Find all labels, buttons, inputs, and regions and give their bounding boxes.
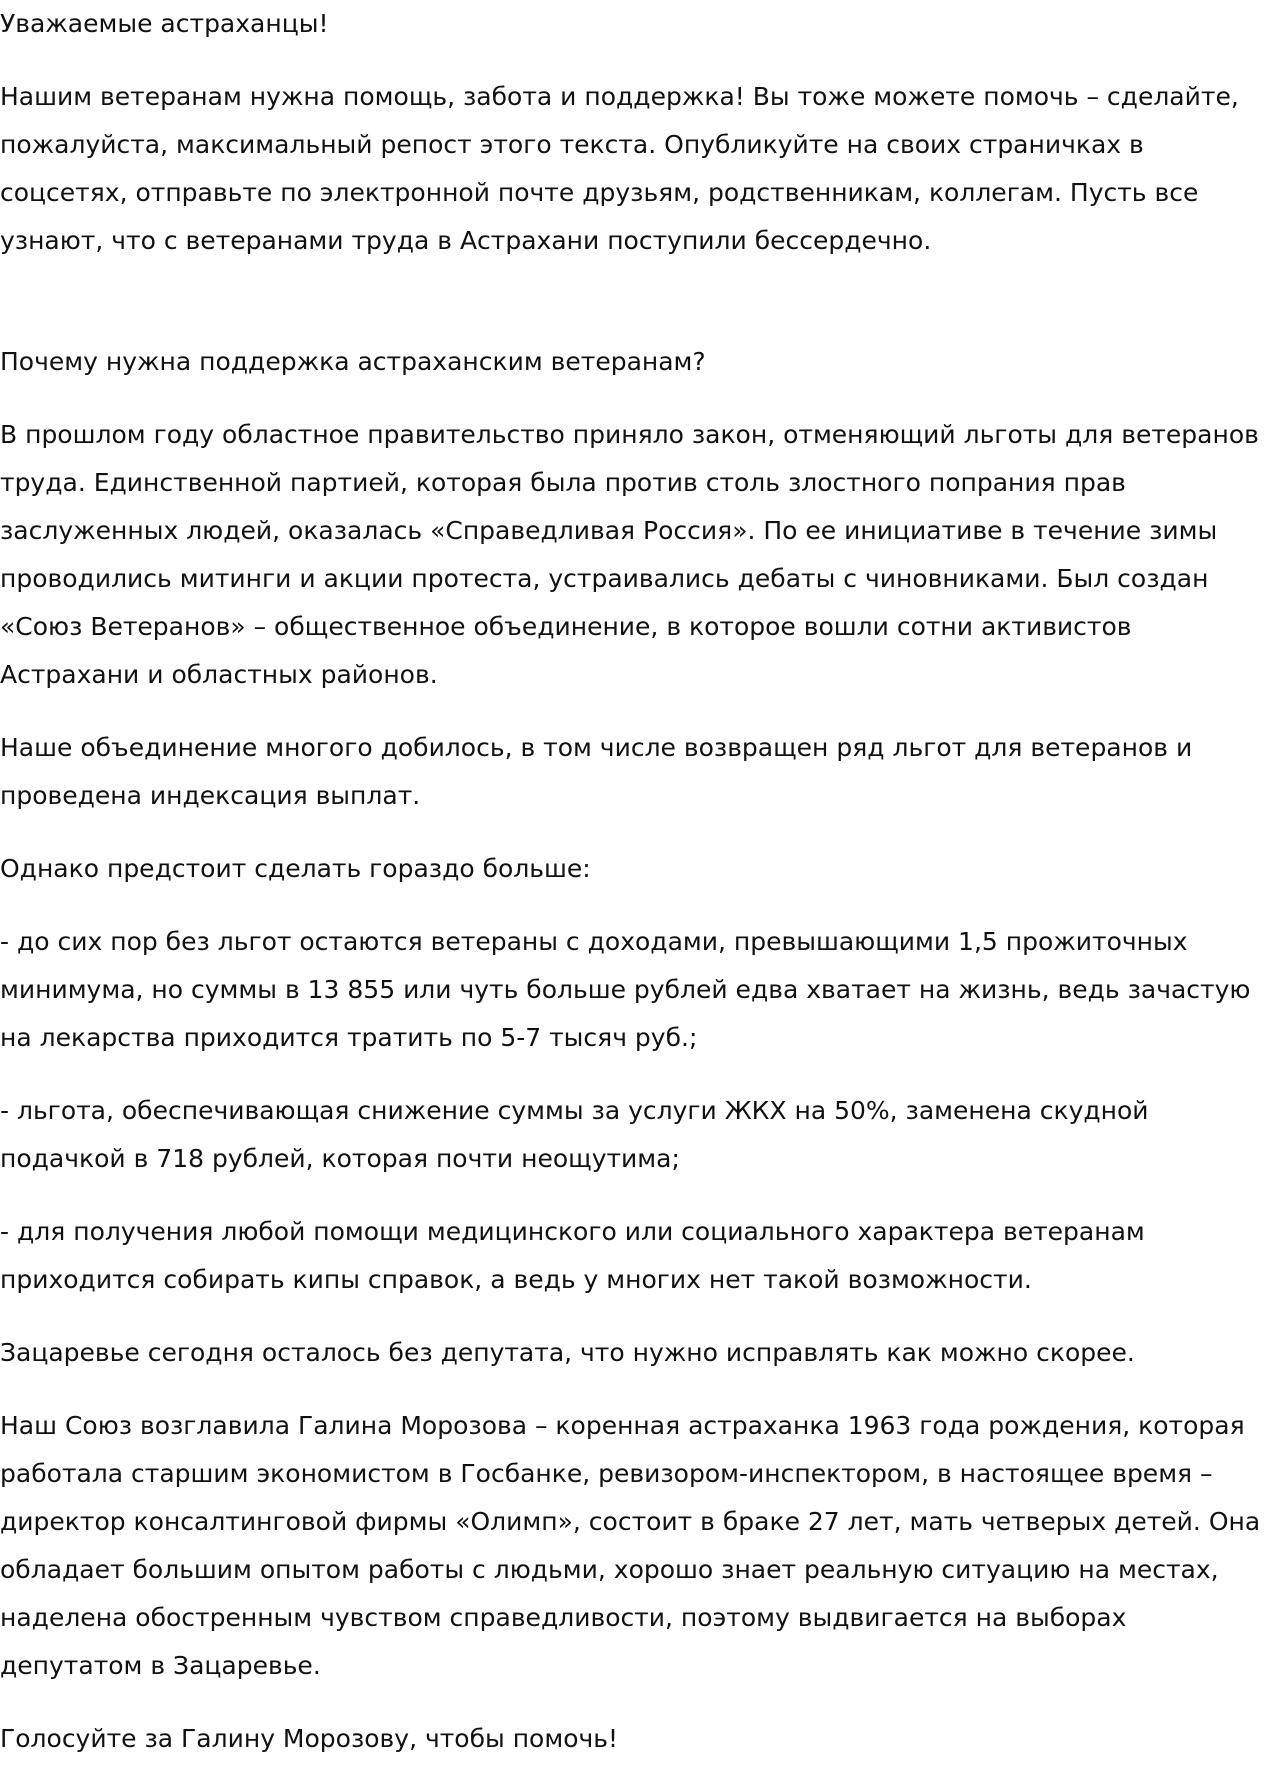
achievements-paragraph: Наше объединение многого добилось, в том числе возвращен ряд льгот для ветеранов и проведена индексация выплат. xyxy=(0,733,1193,810)
list-item: - для получения любой помощи медицинского или социального характера ветеранам приходится собирать кипы справок, а ведь у многих нет такой возможности. xyxy=(0,1217,1145,1294)
background-paragraph: В прошлом году областное правительство приняло закон, отменяющий льготы для ветеранов труда. Единственной партией, которая была против столь злостного попрания прав заслуженных людей, оказалась «Справедливая Россия». По ее инициативе в течение зимы проводились митинги и акции протеста, устраивались дебаты с чиновниками. Был создан «Союз Ветеранов» – общественное объединение, в которое вошли сотни активистов Астрахани и областных районов. xyxy=(0,420,1259,689)
question-heading: Почему нужна поддержка астраханским ветеранам? xyxy=(0,347,706,376)
list-intro: Однако предстоит сделать гораздо больше: xyxy=(0,854,591,883)
candidate-paragraph: Наш Союз возглавила Галина Морозова – коренная астраханка 1963 года рождения, которая работала старшим экономистом в Госбанке, ревизором-инспектором, в настоящее время – директор консалтинговой фирмы «Олимп», состоит в браке 27 лет, мать четверых детей. Она обладает большим опытом работы с людьми, хорошо знает реальную ситуацию на местах, наделена обостренным чувством справедливости, поэтому выдвигается на выборах депутатом в Зацаревье. xyxy=(0,1411,1261,1680)
appeal-paragraph: Нашим ветеранам нужна помощь, забота и поддержка! Вы тоже можете помочь – сделайте, пожалуйста, максимальный репост этого текста. Опубликуйте на своих страничках в соцсетях, отправьте по электронной почте друзьям, родственникам, коллегам. Пусть все узнают, что с ветеранами труда в Астрахани поступили бессердечно. xyxy=(0,82,1239,255)
call-to-action: Голосуйте за Галину Морозову, чтобы помочь! xyxy=(0,1724,619,1753)
greeting-line: Уважаемые астраханцы! xyxy=(0,9,329,38)
list-item: - до сих пор без льгот остаются ветераны с доходами, превышающими 1,5 прожиточных минимума, но суммы в 13 855 или чуть больше рублей едва хватает на жизнь, ведь зачастую на лекарства приходится тратить по 5-7 тысяч руб.; xyxy=(0,927,1251,1052)
zatsarevye-paragraph: Зацаревье сегодня осталось без депутата, что нужно исправлять как можно скорее. xyxy=(0,1338,1135,1367)
list-item: - льгота, обеспечивающая снижение суммы за услуги ЖКХ на 50%, заменена скудной подачкой в 718 рублей, которая почти неощутима; xyxy=(0,1096,1149,1173)
